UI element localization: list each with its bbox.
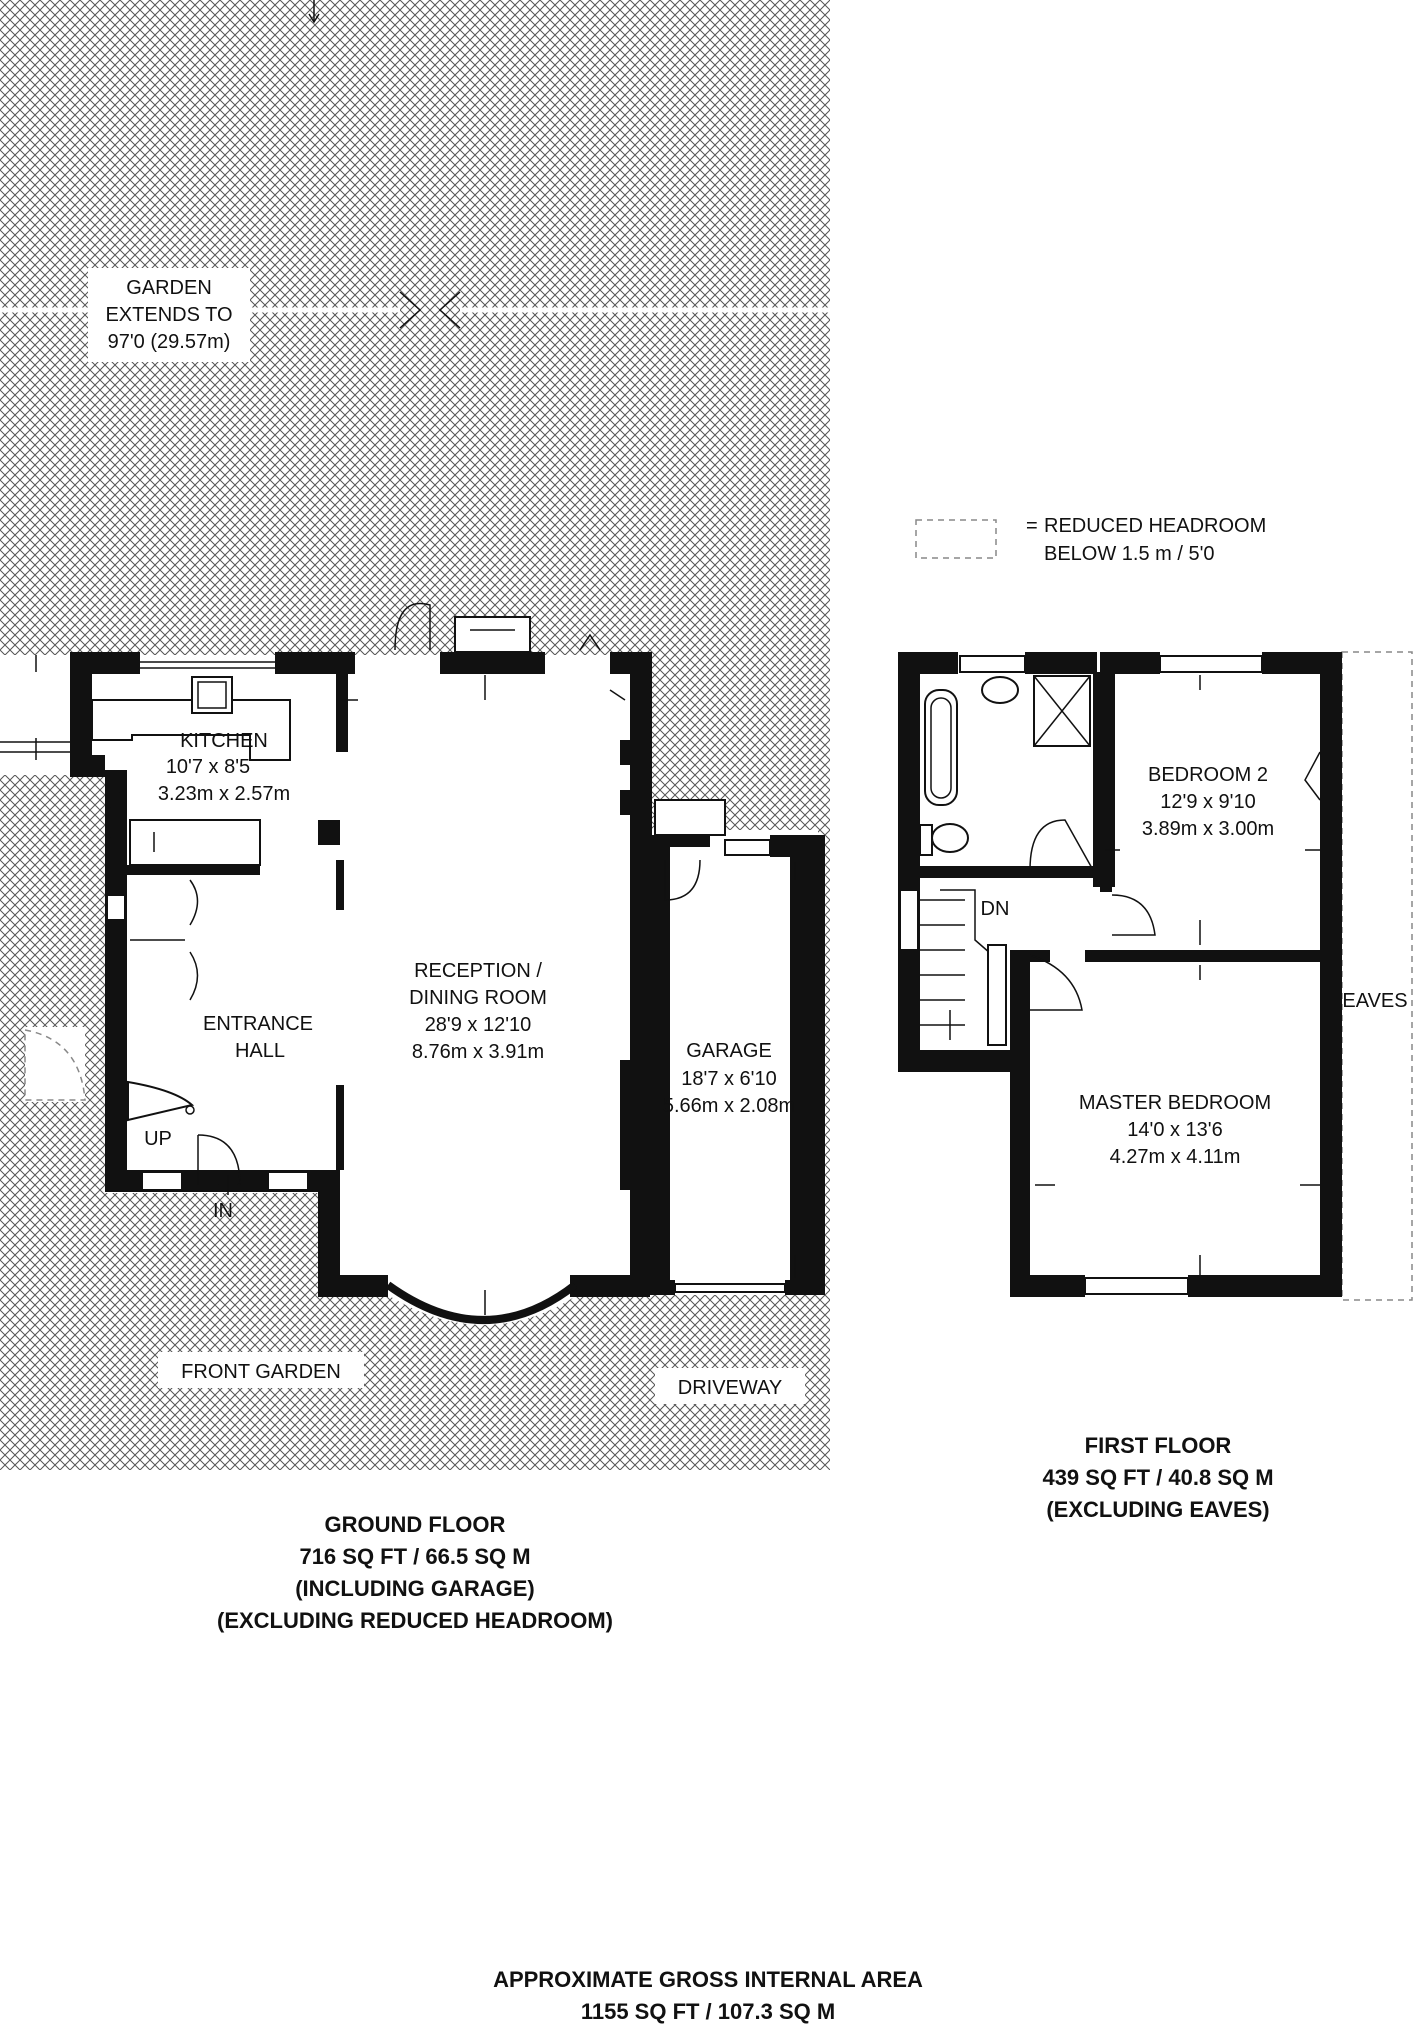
master-metric: 4.27m x 4.11m [1109,1146,1241,1168]
up-mark: UP [144,1128,172,1150]
bedroom2-name: BEDROOM 2 [1147,764,1269,786]
side-gate [25,1027,85,1102]
total-title: APPROXIMATE GROSS INTERNAL AREA [493,1967,923,1992]
garden-label [88,268,250,362]
eaves-area [1342,652,1412,1300]
garage-imperial: 18'7 x 6'10 [681,1068,777,1090]
first-floor-area: 439 SQ FT / 40.8 SQ M [1042,1465,1274,1490]
in-mark: IN [213,1200,233,1222]
front-garden-label [158,1352,364,1388]
hall-name-1: ENTRANCE [202,1013,314,1035]
master-name: MASTER BEDROOM [1078,1092,1272,1114]
total-area [493,1967,923,2024]
first-floor-title: FIRST FLOOR [1084,1433,1232,1458]
ground-floor-title: GROUND FLOOR [324,1512,506,1537]
bedroom2-label [1142,764,1274,840]
reception-imperial: 28'9 x 12'10 [424,1014,532,1036]
eaves-label: EAVES [1342,990,1408,1012]
legend-line-1: REDUCED HEADROOM [1044,515,1267,537]
hall-name-2: HALL [234,1040,286,1062]
garden-label-line-3: 97'0 (29.57m) [107,331,231,353]
reception-name-1: RECEPTION / [414,960,542,982]
bedroom2-imperial: 12'9 x 9'10 [1160,791,1256,813]
dn-mark: DN [980,898,1010,920]
reception-name-2: DINING ROOM [409,987,547,1009]
ground-floor-note-2: (EXCLUDING REDUCED HEADROOM) [217,1608,613,1633]
garden-label-line-1: GARDEN [126,277,212,299]
legend [916,515,1266,565]
garden-label-line-2: EXTENDS TO [105,304,233,326]
kitchen-name: KITCHEN [180,730,268,752]
kitchen-metric: 3.23m x 2.57m [157,783,291,805]
legend-equals: = [1026,515,1038,537]
ground-floor-note-1: (INCLUDING GARAGE) [295,1576,535,1601]
ground-floor-area: 716 SQ FT / 66.5 SQ M [299,1544,531,1569]
first-floor-note: (EXCLUDING EAVES) [1046,1497,1270,1522]
garage-metric: 5.66m x 2.08m [662,1095,796,1117]
reception-metric: 8.76m x 3.91m [411,1041,545,1063]
first-floor-plan [898,652,1412,1300]
kitchen-imperial: 10'7 x 8'5 [165,756,251,778]
master-imperial: 14'0 x 13'6 [1127,1119,1223,1141]
legend-swatch [916,520,996,558]
ground-floor-summary [217,1512,613,1633]
first-floor-summary [1042,1433,1273,1522]
svg-text:DRIVEWAY: DRIVEWAY [677,1377,783,1399]
garage-name: GARAGE [686,1040,772,1062]
bedroom2-metric: 3.89m x 3.00m [1141,818,1275,840]
driveway-label [655,1368,805,1404]
svg-text:FRONT GARDEN: FRONT GARDEN [181,1361,341,1383]
total-value: 1155 SQ FT / 107.3 SQ M [580,1999,836,2024]
legend-line-2: BELOW 1.5 m / 5'0 [1044,543,1215,565]
